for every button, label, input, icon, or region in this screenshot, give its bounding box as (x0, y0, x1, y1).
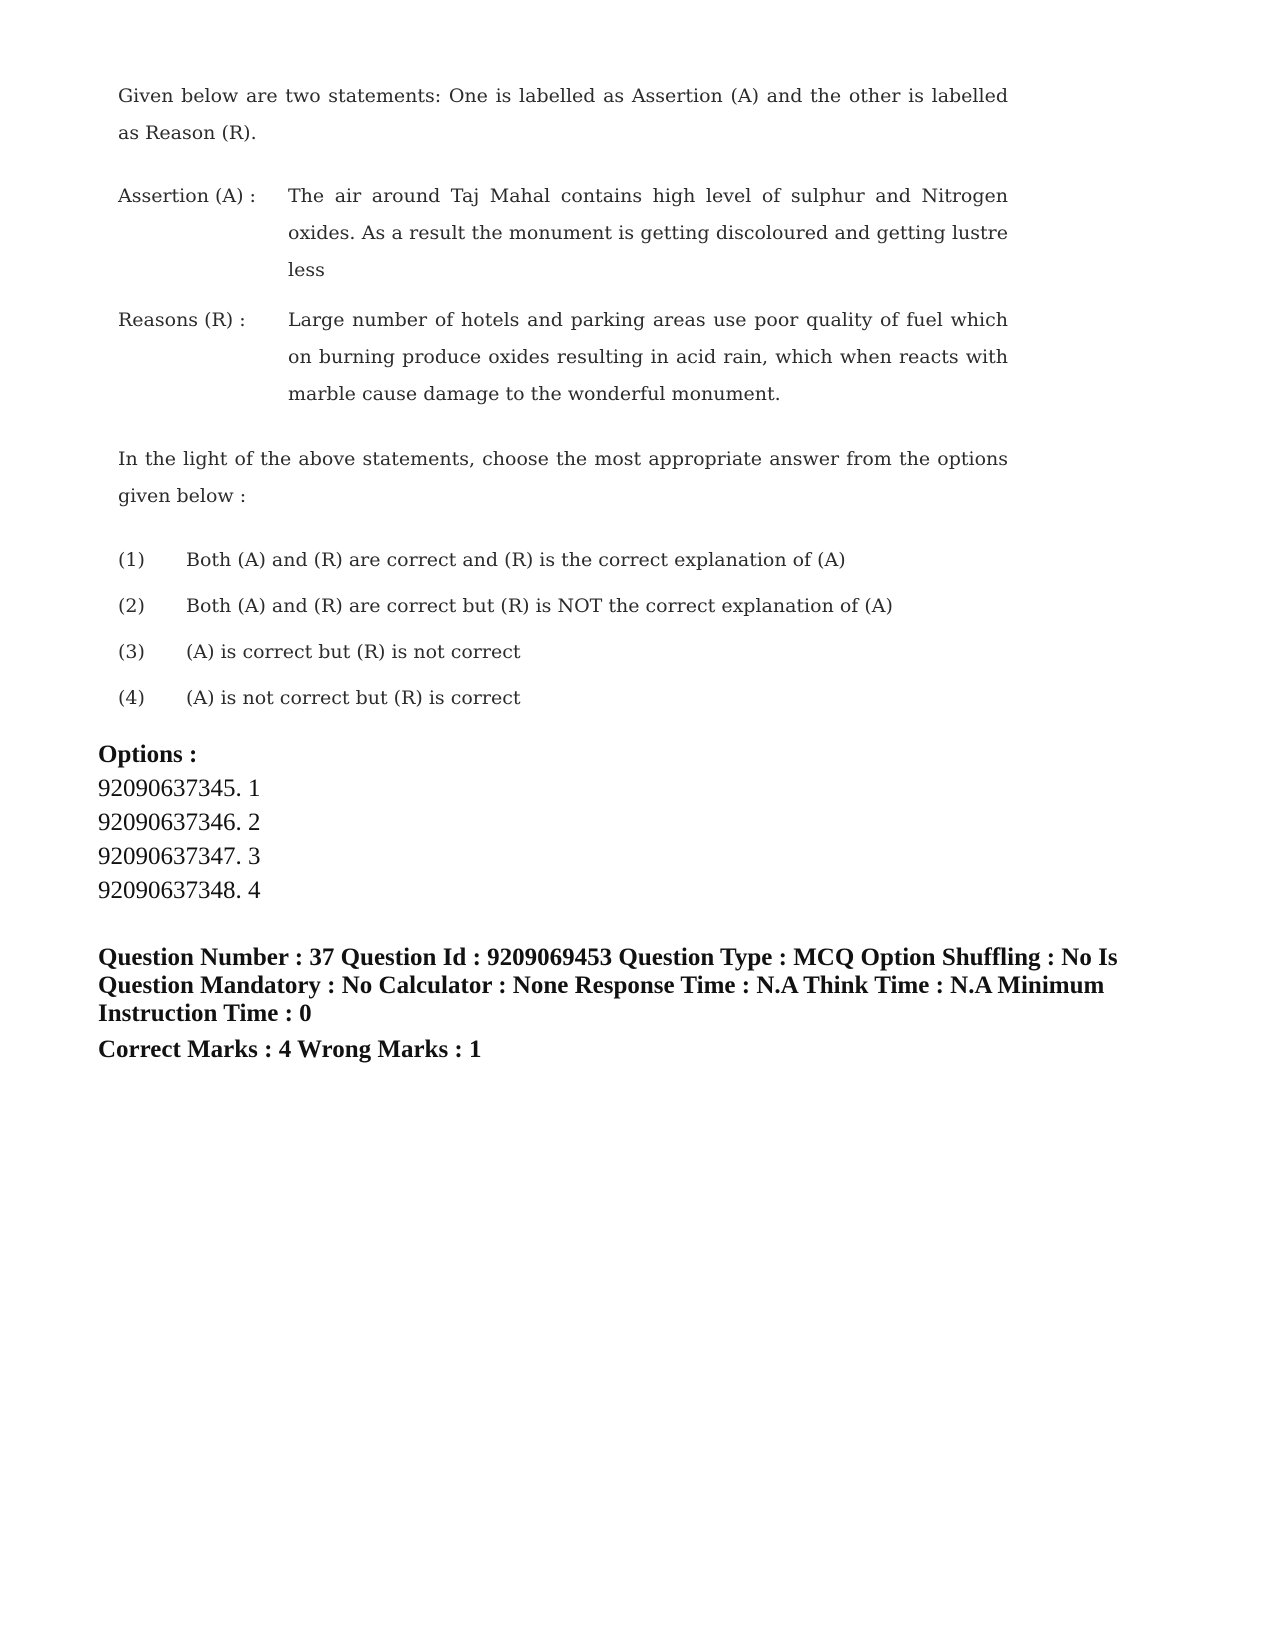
options-title: Options : (98, 741, 198, 768)
assertion-statement (118, 178, 1008, 289)
option-id-row: 92090637348. 4 (98, 877, 261, 904)
question-info-line: Question Number : 37 Question Id : 9209069453 Question Type : MCQ Option Shuffling : No Is (98, 944, 1118, 971)
choice-item (118, 537, 1008, 583)
reason-text: Large number of hotels and parking areas use poor quality of fuel which on burning produce oxides resulting in acid rain, which when reacts with marble cause damage to the wonderful monument. (288, 309, 1008, 405)
question-prompt: In the light of the above statements, choose the most appropriate answer from the options given below : (118, 448, 1008, 507)
choice-item (118, 629, 1008, 675)
choice-number: (1) (118, 549, 145, 571)
assertion-label: Assertion (A) : (118, 185, 256, 207)
answer-choices (118, 537, 1008, 721)
reason-label: Reasons (R) : (118, 309, 246, 331)
choice-text: (A) is not correct but (R) is correct (186, 687, 521, 709)
option-id-row: 92090637347. 3 (98, 843, 261, 870)
choice-number: (4) (118, 687, 145, 709)
choice-item (118, 675, 1008, 721)
question-image (118, 78, 1008, 721)
question-metadata (98, 738, 1198, 1066)
choice-number: (2) (118, 595, 145, 617)
choice-text: (A) is correct but (R) is not correct (186, 641, 521, 663)
choice-item (118, 583, 1008, 629)
option-id-row: 92090637345. 1 (98, 775, 261, 802)
option-id-row: 92090637346. 2 (98, 809, 261, 836)
choice-text: Both (A) and (R) are correct and (R) is the correct explanation of (A) (186, 549, 846, 571)
assertion-text: The air around Taj Mahal contains high level of sulphur and Nitrogen oxides. As a result the monument is getting discoloured and getting lustre less (288, 185, 1008, 281)
question-intro: Given below are two statements: One is labelled as Assertion (A) and the other is labelled as Reason (R). (118, 85, 1008, 144)
question-info-line: Instruction Time : 0 (98, 1000, 312, 1027)
choice-text: Both (A) and (R) are correct but (R) is NOT the correct explanation of (A) (186, 595, 893, 617)
question-info-line: Question Mandatory : No Calculator : None Response Time : N.A Think Time : N.A Minimum (98, 972, 1105, 999)
marks-info: Correct Marks : 4 Wrong Marks : 1 (98, 1036, 482, 1063)
reason-statement (118, 302, 1008, 413)
question-info (98, 944, 1198, 1028)
choice-number: (3) (118, 641, 145, 663)
